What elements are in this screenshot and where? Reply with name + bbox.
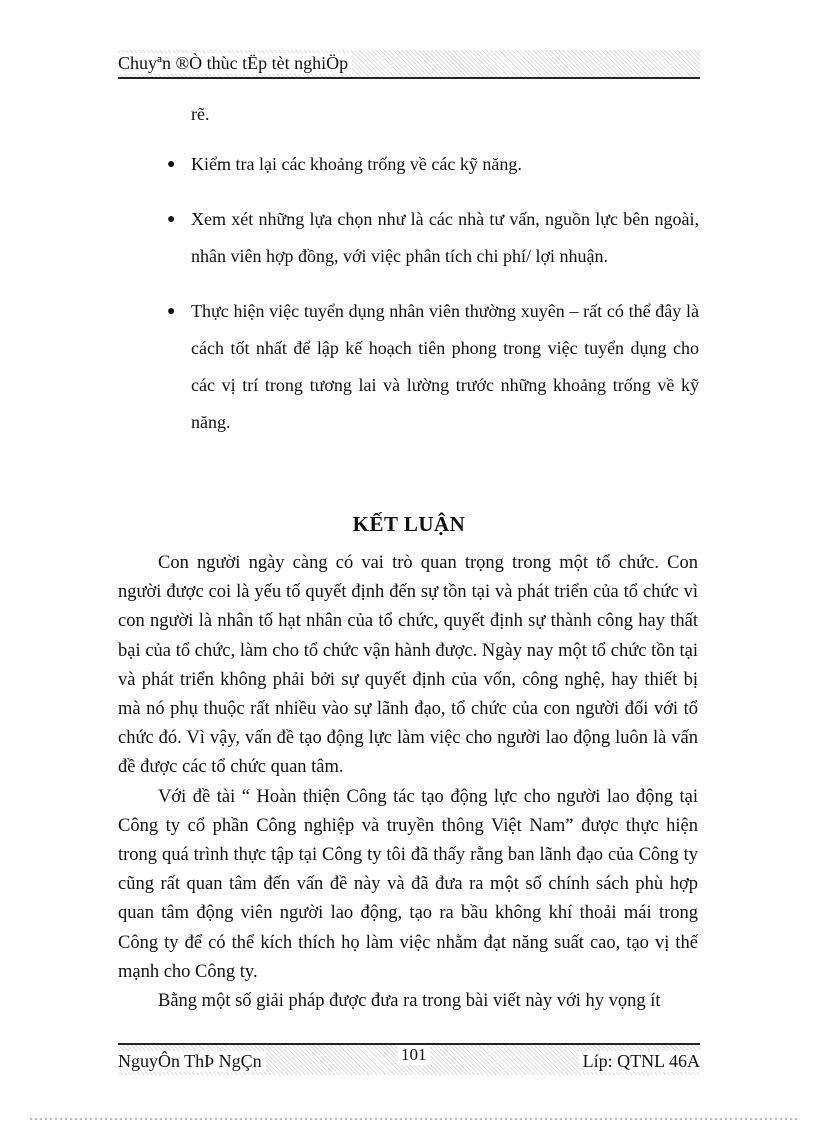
paragraph: Với đề tài “ Hoàn thiện Công tác tạo động lực cho người lao động tại Công ty cổ phần Công nghiệp và truyền thông Việt Nam” được thực hiện trong quá trình thực tập tại Công ty tôi đã thấy rằng ban lãnh đạo của Công ty cũng rất quan tâm đến vấn đề này và đã đưa ra một số chính sách phù hợp quan tâm động viên người lao động, tạo ra bầu không khí thoải mái trong Công ty để có thể kích thích họ làm việc nhằm đạt năng suất cao, tạo vị thế mạnh cho Công ty. bbox=[118, 786, 698, 982]
list-item bbox=[167, 201, 699, 275]
conclusion-body bbox=[118, 549, 698, 1016]
bullet-section bbox=[167, 100, 699, 441]
list-item-text: Kiểm tra lại các khoảng trống về các kỹ năng. bbox=[191, 154, 522, 174]
footer-author: NguyÔn ThÞ NgÇn bbox=[118, 1051, 266, 1072]
header-title: Chuyªn ®Ò thùc tËp tèt nghiÖp bbox=[118, 53, 352, 74]
list-item bbox=[167, 146, 699, 183]
list-item-text: Thực hiện việc tuyển dụng nhân viên thường xuyên – rất có thể đây là cách tốt nhất để lập kế hoạch tiên phong trong việc tuyển dụng cho các vị trí trong tương lai và lường trước những khoảng trống về kỹ năng. bbox=[191, 301, 699, 432]
bullet-icon: ● bbox=[167, 212, 176, 227]
footer-class: Líp: QTNL 46A bbox=[579, 1051, 700, 1072]
section-heading: KẾT LUẬN bbox=[352, 512, 466, 536]
page-header bbox=[118, 50, 700, 79]
bullet-icon: ● bbox=[167, 157, 176, 172]
page-footer bbox=[118, 1043, 700, 1075]
page-number: 101 bbox=[398, 1045, 430, 1065]
continuation-text: rẽ. bbox=[191, 104, 210, 124]
bullet-list bbox=[167, 146, 699, 441]
paragraph: Bằng một số giải pháp được đưa ra trong bài viết này với hy vọng ít bbox=[158, 991, 661, 1012]
paragraph: Con người ngày càng có vai trò quan trọng trong một tổ chức. Con người được coi là yếu tố quyết định đến sự tồn tại và phát triển của tổ chức vì con người là nhân tố hạt nhân của tổ chức, quyết định sự thành công hay thất bại của tổ chức, làm cho tổ chức vận hành được. Ngày nay một tổ chức tồn tại và phát triển không phải bởi sự quyết định của vốn, công nghệ, hay thiết bị mà nó phụ thuộc rất nhiều vào sự lãnh đạo, tổ chức của con người đối với tổ chức đó. Vì vậy, vấn đề tạo động lực làm việc cho người lao động luôn là vấn đề được các tổ chức quan tâm. bbox=[118, 553, 698, 778]
bottom-divider bbox=[30, 1118, 800, 1120]
list-item-text: Xem xét những lựa chọn như là các nhà tư vấn, nguồn lực bên ngoài, nhân viên hợp đồng, với việc phân tích chi phí/ lợi nhuận. bbox=[191, 209, 699, 266]
list-item bbox=[167, 293, 699, 441]
bullet-icon: ● bbox=[167, 304, 176, 319]
